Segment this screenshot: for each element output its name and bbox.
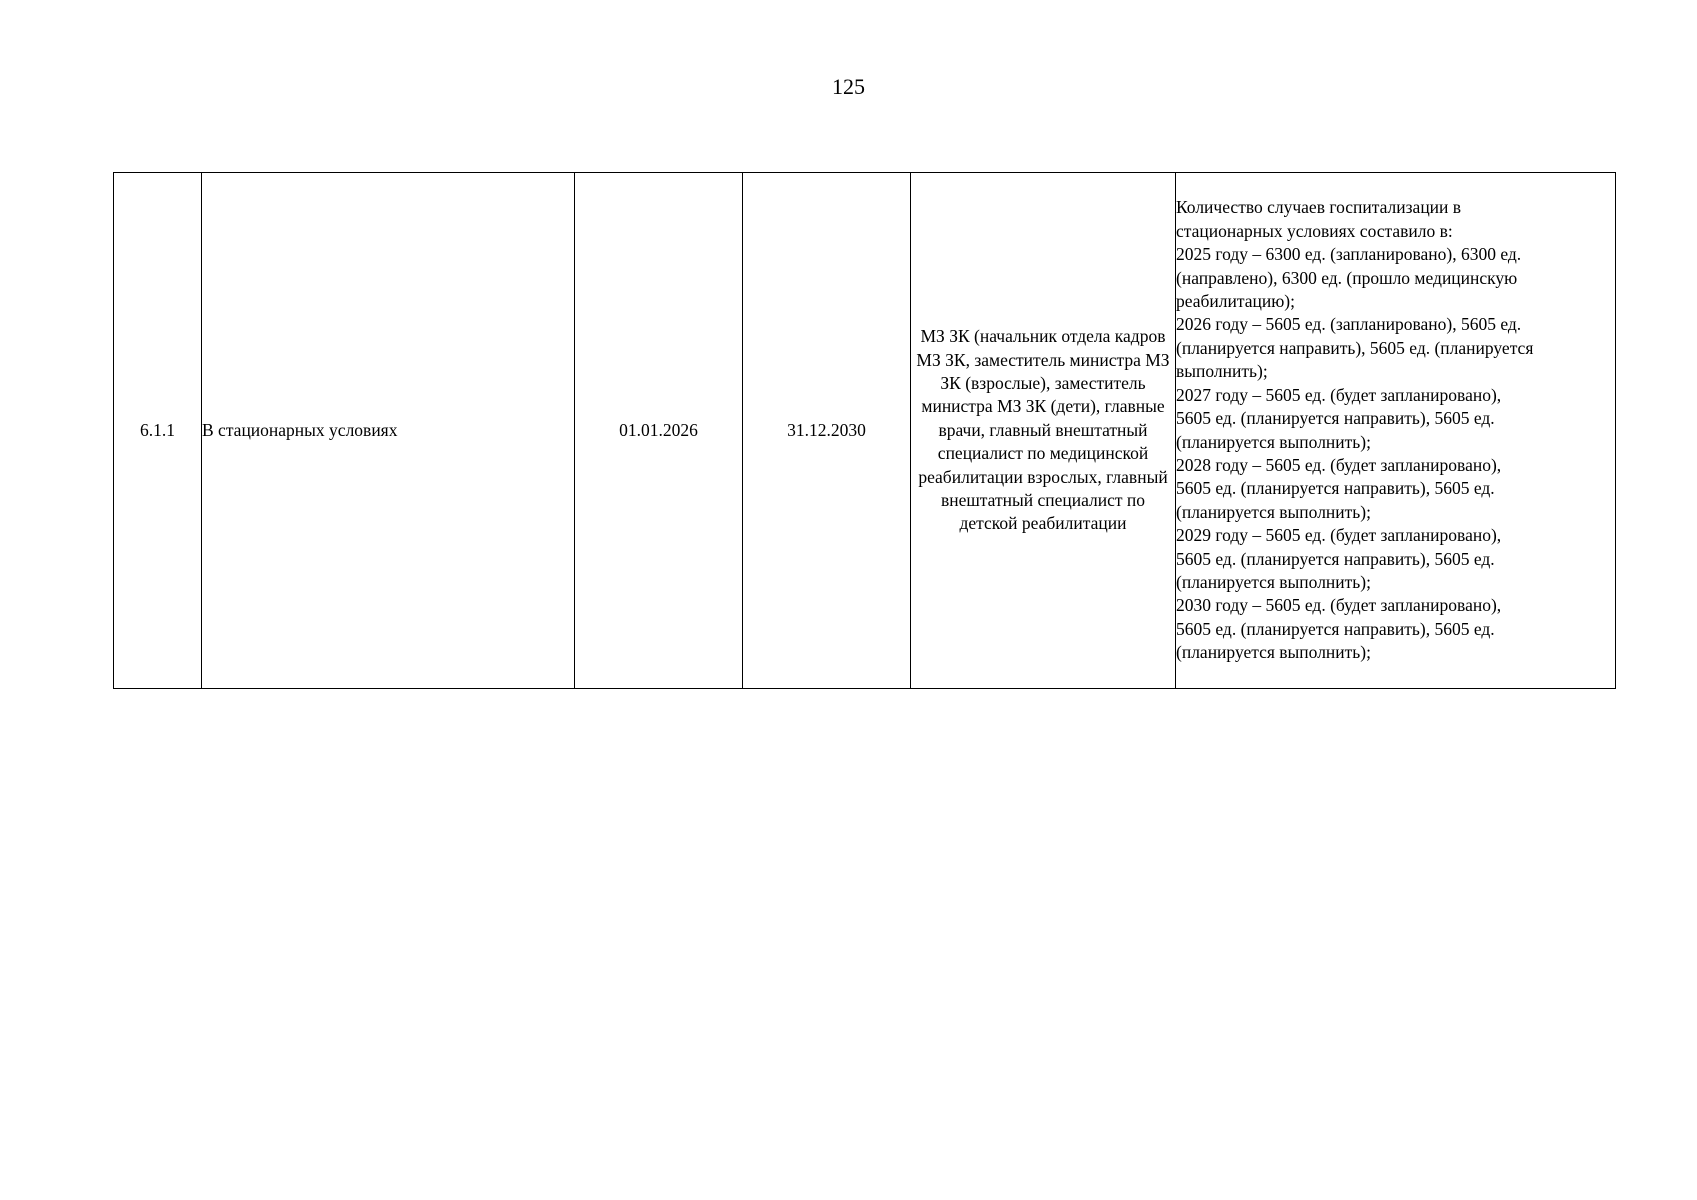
result-line: 5605 ед. (планируется направить), 5605 ед. xyxy=(1176,408,1495,429)
result-line: 5605 ед. (планируется направить), 5605 ед. xyxy=(1176,478,1495,499)
responsible-cell: МЗ ЗК (начальник отдела кадров МЗ ЗК, заместитель министра МЗ ЗК (взрослые), заместитель министра МЗ ЗК (дети), главные врачи, главный внештатный специалист по медицинской реабилитации взрослых, главный внештатный специалист по детской реабилитации xyxy=(911,173,1176,689)
result-line: 2030 году – 5605 ед. (будет запланировано), xyxy=(1176,595,1502,616)
result-line: (планируется выполнить); xyxy=(1176,571,1371,592)
result-line: (планируется выполнить); xyxy=(1176,431,1371,452)
result-line: Количество случаев госпитализации в xyxy=(1176,197,1462,218)
result-line: (планируется выполнить); xyxy=(1176,642,1371,663)
result-line: 2029 году – 5605 ед. (будет запланировано), xyxy=(1176,525,1502,546)
result-line: выполнить); xyxy=(1176,361,1268,382)
plan-table xyxy=(113,172,1616,689)
table-row xyxy=(114,173,1616,689)
result-line: (планируется направить), 5605 ед. (планируется xyxy=(1176,337,1534,358)
result-line: 2027 году – 5605 ед. (будет запланировано), xyxy=(1176,384,1502,405)
item-name-cell: В стационарных условиях xyxy=(202,173,575,689)
result-line: стационарных условиях составило в: xyxy=(1176,220,1453,241)
result-line: 5605 ед. (планируется направить), 5605 ед. xyxy=(1176,548,1495,569)
result-line: (планируется выполнить); xyxy=(1176,501,1371,522)
start-date-cell: 01.01.2026 xyxy=(575,173,743,689)
result-line: (направлено), 6300 ед. (прошло медицинскую xyxy=(1176,267,1518,288)
result-line: 2028 году – 5605 ед. (будет запланировано), xyxy=(1176,454,1502,475)
page-number: 125 xyxy=(832,74,865,99)
result-cell xyxy=(1176,173,1616,689)
result-line: 2026 году – 5605 ед. (запланировано), 5605 ед. xyxy=(1176,314,1522,335)
result-line: 5605 ед. (планируется направить), 5605 ед. xyxy=(1176,618,1495,639)
end-date-cell: 31.12.2030 xyxy=(743,173,911,689)
item-number-cell: 6.1.1 xyxy=(114,173,202,689)
result-line: 2025 году – 6300 ед. (запланировано), 6300 ед. xyxy=(1176,244,1522,265)
result-line: реабилитацию); xyxy=(1176,291,1295,312)
